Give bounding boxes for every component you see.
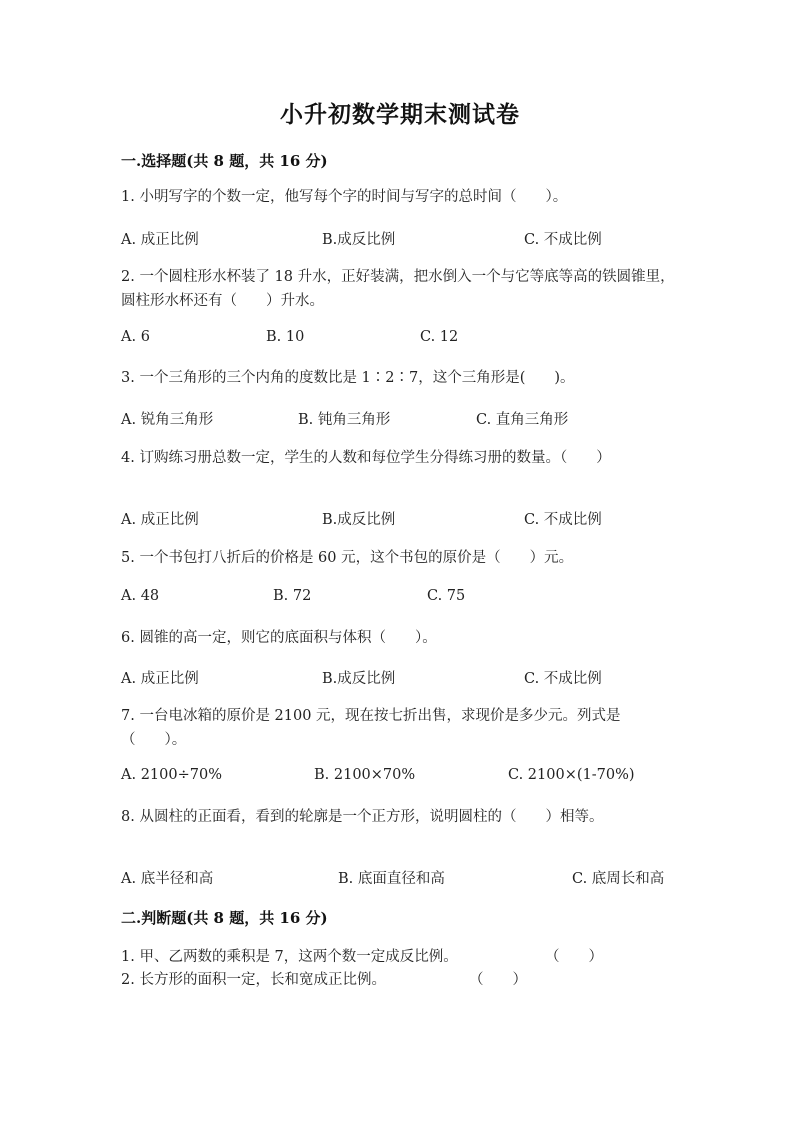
question-1: 1. 小明写字的个数一定，他写每个字的时间与写字的总时间（ ）。 xyxy=(121,189,568,205)
q8-option-a[interactable]: A. 底半径和高 xyxy=(121,871,214,887)
q3-option-a[interactable]: A. 锐角三角形 xyxy=(121,412,214,428)
judge-item-1: 1. 甲、乙两数的乘积是 7，这两个数一定成反比例。 xyxy=(121,949,458,965)
q4-option-a[interactable]: A. 成正比例 xyxy=(121,512,199,528)
question-3: 3. 一个三角形的三个内角的度数比是 1∶2∶7，这个三角形是( )。 xyxy=(121,370,575,386)
q3-option-b[interactable]: B. 钝角三角形 xyxy=(298,412,391,428)
q7-option-a[interactable]: A. 2100÷70% xyxy=(121,767,222,783)
q1-option-b[interactable]: B.成反比例 xyxy=(322,232,396,248)
q3-option-c[interactable]: C. 直角三角形 xyxy=(476,412,569,428)
q1-option-c[interactable]: C. 不成比例 xyxy=(524,232,602,248)
q4-option-c[interactable]: C. 不成比例 xyxy=(524,512,602,528)
q1-option-a[interactable]: A. 成正比例 xyxy=(121,232,199,248)
question-5: 5. 一个书包打八折后的价格是 60 元，这个书包的原价是（ ）元。 xyxy=(121,550,574,566)
q2-option-a[interactable]: A. 6 xyxy=(121,329,150,345)
section-heading-judge: 二.判断题(共 8 题，共 16 分) xyxy=(121,909,328,927)
q8-option-b[interactable]: B. 底面直径和高 xyxy=(338,871,445,887)
question-4: 4. 订购练习册总数一定，学生的人数和每位学生分得练习册的数量。（ ） xyxy=(121,450,611,466)
q7-option-c[interactable]: C. 2100×(1-70%) xyxy=(508,767,635,783)
question-2: 2. 一个圆柱形水杯装了 18 升水，正好装满，把水倒入一个与它等底等高的铁圆锥里，圆柱形水杯还有（ ）升水。 xyxy=(121,269,675,309)
q6-option-c[interactable]: C. 不成比例 xyxy=(524,671,602,687)
question-8: 8. 从圆柱的正面看，看到的轮廓是一个正方形，说明圆柱的（ ）相等。 xyxy=(121,809,604,825)
q2-option-b[interactable]: B. 10 xyxy=(266,329,305,345)
question-6: 6. 圆锥的高一定，则它的底面积与体积（ ）。 xyxy=(121,630,437,646)
question-7: 7. 一台电冰箱的原价是 2100 元，现在按七折出售，求现价是多少元。列式是（ ）。 xyxy=(121,708,621,748)
section-heading-choice: 一.选择题(共 8 题，共 16 分) xyxy=(121,152,328,170)
q8-option-c[interactable]: C. 底周长和高 xyxy=(572,871,665,887)
q6-option-a[interactable]: A. 成正比例 xyxy=(121,671,199,687)
q7-option-b[interactable]: B. 2100×70% xyxy=(314,767,416,783)
q6-option-b[interactable]: B.成反比例 xyxy=(322,671,396,687)
page-title: 小升初数学期末测试卷 xyxy=(280,101,520,128)
judge-item-2: 2. 长方形的面积一定，长和宽成正比例。 xyxy=(121,972,386,988)
q4-option-b[interactable]: B.成反比例 xyxy=(322,512,396,528)
judge-item-1-answer-blank[interactable]: （ ） xyxy=(545,949,603,965)
judge-item-2-answer-blank[interactable]: （ ） xyxy=(469,972,527,988)
q5-option-a[interactable]: A. 48 xyxy=(121,588,160,604)
q2-option-c[interactable]: C. 12 xyxy=(420,329,459,345)
q5-option-c[interactable]: C. 75 xyxy=(427,588,466,604)
q5-option-b[interactable]: B. 72 xyxy=(273,588,312,604)
